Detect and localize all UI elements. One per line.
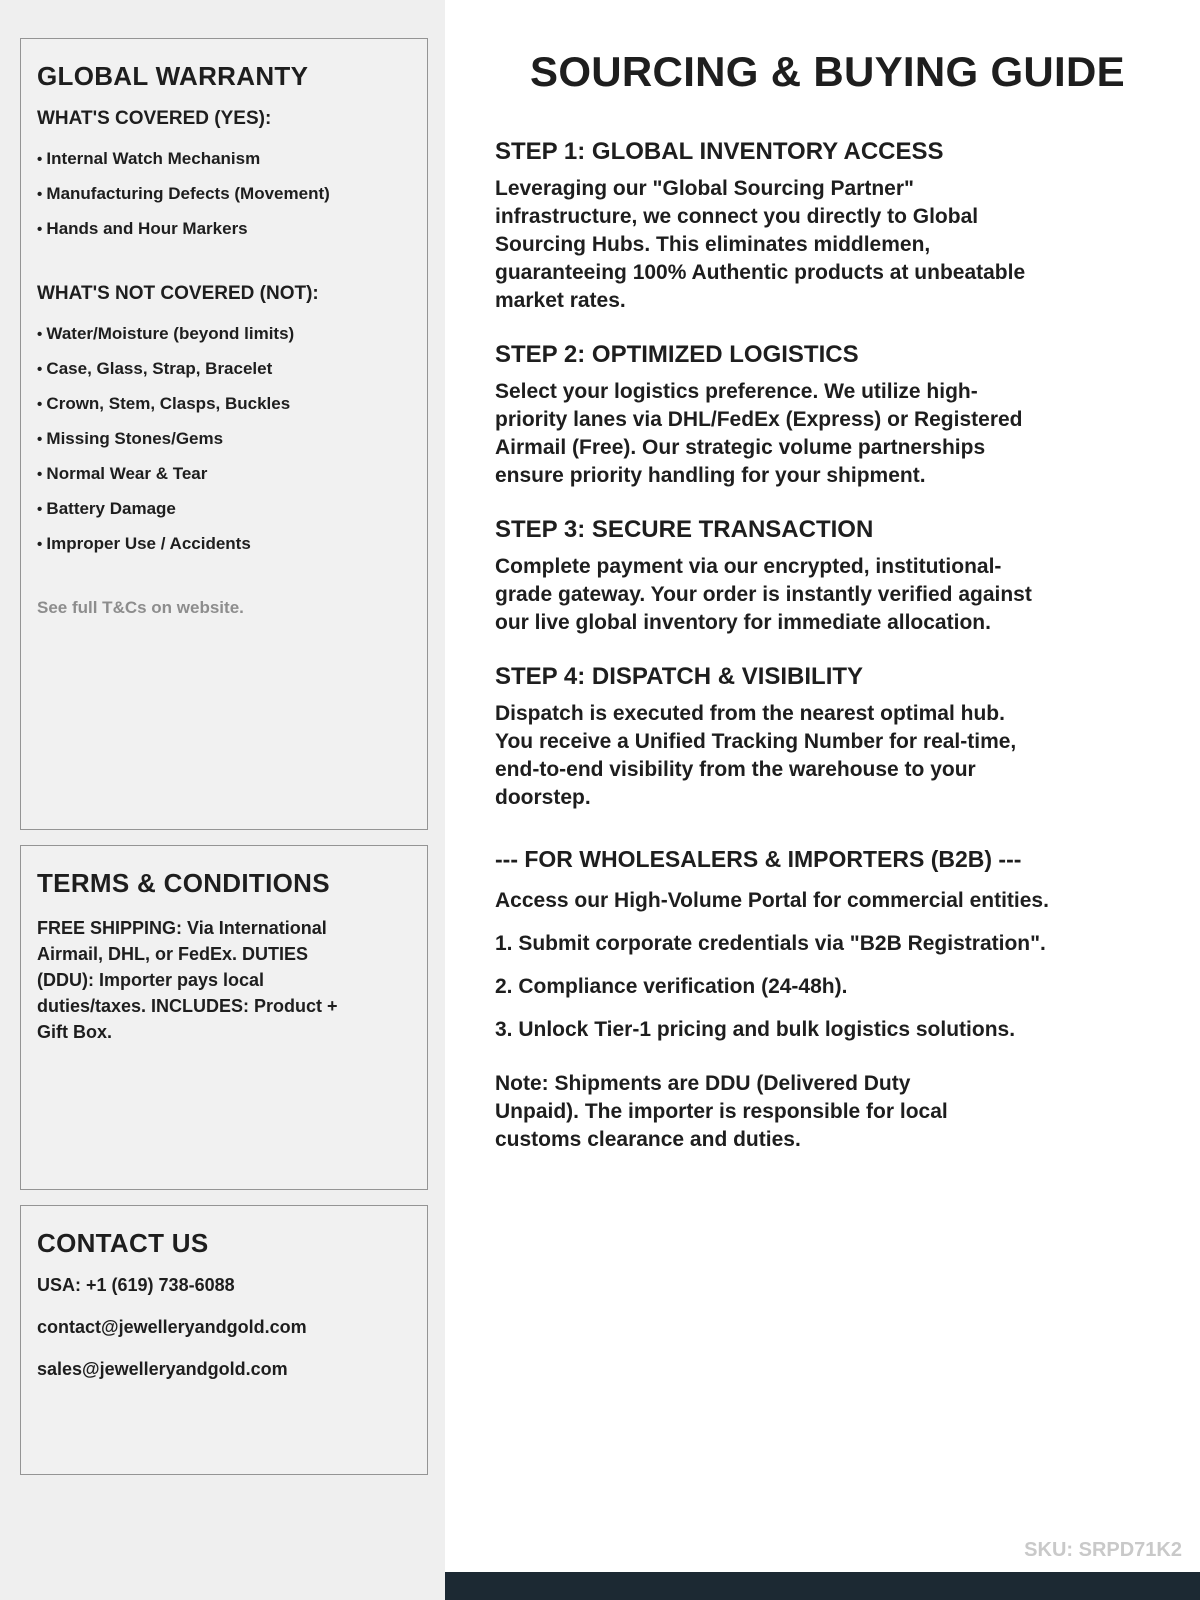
warranty-not-covered-list — [37, 317, 411, 562]
list-item: • Hands and Hour Markers — [37, 212, 411, 247]
step-4 — [495, 663, 1160, 812]
step-3-body: Complete payment via our encrypted, institutional-grade gateway. Your order is instantly verified against our live global inventory for immediate allocation. — [495, 555, 1032, 634]
b2b-item-3: 3. Unlock Tier-1 pricing and bulk logistics solutions. — [495, 1018, 1016, 1041]
step-3-heading: STEP 3: SECURE TRANSACTION — [495, 516, 874, 543]
list-item: • Battery Damage — [37, 492, 411, 527]
list-item: • Crown, Stem, Clasps, Buckles — [37, 387, 411, 422]
step-2 — [495, 341, 1160, 490]
list-item: • Manufacturing Defects (Movement) — [37, 177, 411, 212]
contact-email-primary: contact@jewelleryandgold.com — [37, 1317, 307, 1337]
step-4-body: Dispatch is executed from the nearest optimal hub. You receive a Unified Tracking Number for real-time, end-to-end visibility from the warehouse to your doorstep. — [495, 702, 1017, 809]
b2b-section — [495, 846, 1160, 1154]
contact-panel — [20, 1205, 428, 1475]
warranty-covered-list — [37, 142, 411, 247]
list-item: • Normal Wear & Tear — [37, 457, 411, 492]
step-2-body: Select your logistics preference. We utilize high-priority lanes via DHL/FedEx (Express) or Registered Airmail (Free). Our strategic volume partnerships ensure priority handling for your shipment. — [495, 380, 1023, 487]
warranty-covered-heading: WHAT'S COVERED (YES): — [37, 108, 272, 129]
contact-email-sales: sales@jewelleryandgold.com — [37, 1359, 288, 1379]
b2b-heading: --- FOR WHOLESALERS & IMPORTERS (B2B) --- — [495, 846, 1022, 872]
terms-panel — [20, 845, 428, 1190]
contact-title: CONTACT US — [37, 1228, 209, 1258]
b2b-note: Note: Shipments are DDU (Delivered Duty Unpaid). The importer is responsible for local customs clearance and duties. — [495, 1072, 948, 1151]
terms-title: TERMS & CONDITIONS — [37, 868, 330, 898]
sidebar — [0, 0, 445, 1600]
warranty-footnote: See full T&Cs on website. — [37, 598, 244, 617]
list-item: • Water/Moisture (beyond limits) — [37, 317, 411, 352]
footer-bar — [445, 1572, 1200, 1600]
warranty-not-covered-heading: WHAT'S NOT COVERED (NOT): — [37, 283, 319, 304]
step-1 — [495, 138, 1160, 315]
terms-body: FREE SHIPPING: Via International Airmail, DHL, or FedEx. DUTIES (DDU): Importer pays local duties/taxes. INCLUDES: Product + Gift Box. — [37, 918, 338, 1042]
warranty-title: GLOBAL WARRANTY — [37, 61, 309, 91]
page-title: SOURCING & BUYING GUIDE — [530, 48, 1125, 95]
b2b-intro: Access our High-Volume Portal for commercial entities. — [495, 889, 1049, 912]
step-2-heading: STEP 2: OPTIMIZED LOGISTICS — [495, 341, 859, 368]
warranty-panel — [20, 38, 428, 830]
list-item: • Case, Glass, Strap, Bracelet — [37, 352, 411, 387]
step-1-heading: STEP 1: GLOBAL INVENTORY ACCESS — [495, 138, 944, 165]
list-item: • Internal Watch Mechanism — [37, 142, 411, 177]
sku-label: SKU: SRPD71K2 — [1024, 1539, 1182, 1561]
contact-phone: USA: +1 (619) 738-6088 — [37, 1275, 235, 1295]
b2b-item-1: 1. Submit corporate credentials via "B2B Registration". — [495, 932, 1046, 955]
list-item: • Missing Stones/Gems — [37, 422, 411, 457]
main-content — [445, 0, 1200, 1600]
step-1-body: Leveraging our "Global Sourcing Partner" infrastructure, we connect you directly to Global Sourcing Hubs. This eliminates middlemen, guaranteeing 100% Authentic products at unbeatable market rates. — [495, 177, 1026, 312]
b2b-item-2: 2. Compliance verification (24-48h). — [495, 975, 848, 998]
step-4-heading: STEP 4: DISPATCH & VISIBILITY — [495, 663, 864, 690]
list-item: • Improper Use / Accidents — [37, 527, 411, 562]
step-3 — [495, 516, 1160, 637]
